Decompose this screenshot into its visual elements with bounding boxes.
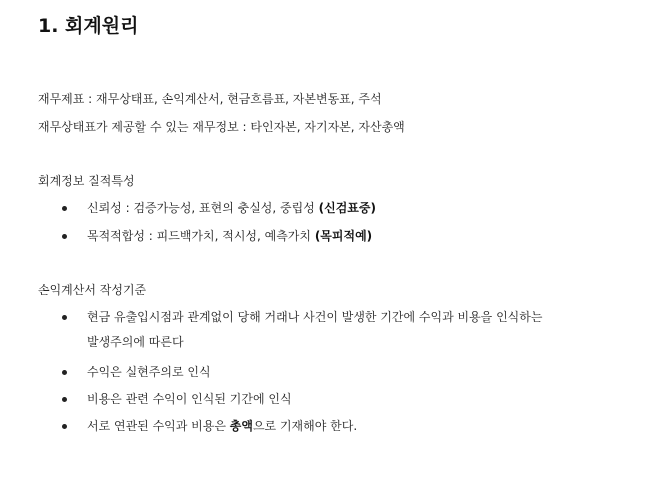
list-item-text-before: 서로 연관된 수익과 비용은: [87, 419, 230, 433]
list-item-mnemonic: (신검표중): [318, 201, 376, 215]
bullet-icon: [62, 397, 67, 402]
financial-statements-line: 재무제표 : 재무상태표, 손익계산서, 현금흐름표, 자본변동표, 주석: [38, 92, 382, 106]
list-item-mnemonic: (목피적예): [314, 229, 373, 243]
list-item-text: 현금 유출입시점과 관계없이 당해 거래나 사건이 발생한 기간에 수익과 비용을 인식하는: [87, 310, 543, 324]
list-item-text: 신뢰성 : 검증가능성, 표현의 충실성, 중립성: [87, 201, 319, 215]
list-item-text-after: 으로 기재해야 한다.: [252, 419, 358, 433]
bullet-icon: [62, 234, 67, 239]
list-item-text: 수익은 실현주의로 인식: [87, 365, 211, 379]
list-item-emphasis: 총액: [229, 419, 253, 433]
list-item-text: 비용은 관련 수익이 인식된 기간에 인식: [87, 392, 292, 406]
bullet-icon: [62, 206, 67, 211]
balance-sheet-info-line: 재무상태표가 제공할 수 있는 재무정보 : 타인자본, 자기자본, 자산총액: [38, 120, 405, 134]
list-item-text: 목적적합성 : 피드백가치, 적시성, 예측가치: [87, 229, 315, 243]
qualitative-heading: 회계정보 질적특성: [38, 174, 135, 188]
income-statement-heading: 손익계산서 작성기준: [38, 283, 147, 297]
bullet-icon: [62, 315, 67, 320]
bullet-icon: [62, 424, 67, 429]
page-title: 1. 회계원리: [38, 15, 139, 37]
bullet-icon: [62, 370, 67, 375]
list-item-continuation: 발생주의에 따른다: [87, 335, 184, 349]
